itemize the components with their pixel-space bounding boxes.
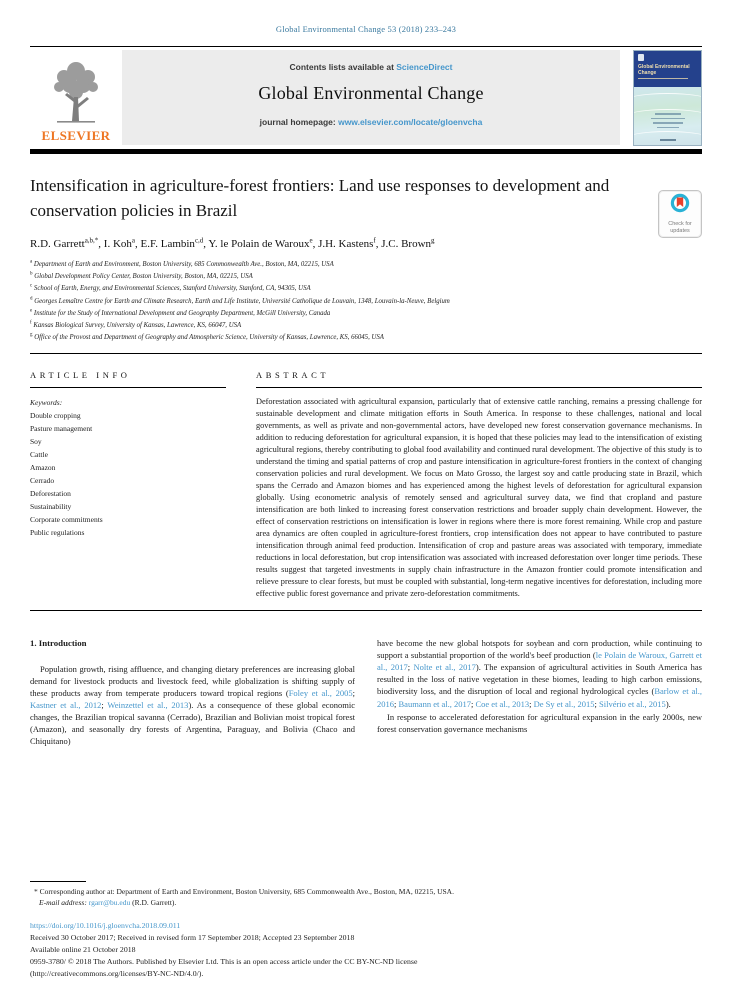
introduction-columns: [30, 637, 702, 747]
thick-divider: [30, 149, 702, 154]
journal-banner: [30, 50, 702, 145]
intro-paragraph-right-1: have become the new global hotspots for soybean and corn production, while continuing to support a substantial proportion of the world's beef production (le Polain de Waroux, Garrett et al., 2017; Nolte et al., 2017). The expansion of agricultural activities in South America has resulted in the loss of native vegetation in these biomes, leading to high carbon emissions, biodiversity loss, and the disruption of local and regional hydrological cycles (Barlow et al., 2016; Baumann et al., 2017; Coe et al., 2013; De Sy et al., 2015; Silvério et al., 2015).: [377, 638, 703, 709]
contents-list-line: Contents lists available at ScienceDirect: [289, 62, 453, 72]
intro-heading: 1. Introduction: [30, 638, 87, 649]
keyword-item: Double cropping: [30, 410, 81, 420]
license-line-1: 0959-3780/ © 2018 The Authors. Published by Elsevier Ltd. This is an open access article under the CC BY-NC-ND license: [30, 956, 418, 966]
journal-citation: Global Environmental Change 53 (2018) 233–243: [275, 24, 457, 34]
check-updates-icon: [670, 193, 690, 219]
keyword-item: Cerrado: [30, 476, 55, 486]
footnote-rule: [30, 881, 86, 882]
intro-paragraph-left: Population growth, rising affluence, and changing dietary preferences are increasing global demand for livestock products and livestock feed, while globalization is shifting supply of these products away from temperate producers toward tropical regions (Foley et al., 2005; Kastner et al., 2012; Weinzettel et al., 2013). As a consequence of these global economic changes, the Brazilian tropical savanna (Cerrado), Brazilian and Bolivian moist tropical forest (Amazon), and seasonally dry forests of Argentina, Paraguay, and Bolivia (Chaco and Chiquitano): [30, 663, 355, 747]
citation-link[interactable]: De Sy et al., 2015: [533, 698, 595, 709]
doi-link[interactable]: https://doi.org/10.1016/j.gloenvcha.2018.09.011: [30, 920, 181, 930]
citation-link[interactable]: Kastner et al., 2012: [30, 699, 102, 710]
keyword-item: Pasture management: [30, 424, 93, 434]
email-line: E-mail address: rgarr@bu.edu (R.D. Garrett).: [39, 898, 177, 908]
citation-link[interactable]: Nolte et al., 2017: [413, 662, 476, 673]
right-column: [377, 637, 702, 747]
corresponding-author-note: * Corresponding author at: Department of Earth and Environment, Boston University, 685 Commonwealth Ave., Boston, MA, 02215, USA.: [34, 887, 454, 897]
citation-link[interactable]: Baumann et al., 2017: [398, 698, 471, 709]
keywords-list: [30, 409, 226, 539]
affiliation-item: $^c$ School of Earth, Energy, and Environmental Sciences, Stanford University, Stanford, CA, 94305, USA: [30, 284, 311, 293]
check-updates-label: Check for updates: [668, 221, 692, 234]
affiliation-item: $^b$ Global Development Policy Center, Boston University, Boston, MA, 02215, USA: [30, 272, 253, 281]
keywords-block: [30, 396, 226, 540]
citation-link[interactable]: le Polain de Waroux, Garrett et al., 2017: [377, 650, 703, 673]
journal-homepage-link[interactable]: www.elsevier.com/locate/gloenvcha: [338, 117, 483, 127]
banner-center: [122, 50, 620, 145]
abstract-bottom-divider: [30, 610, 702, 611]
citation-link[interactable]: Weinzettel et al., 2013: [107, 699, 189, 710]
abstract-heading: ABSTRACT: [256, 370, 702, 388]
keyword-item: Corporate commitments: [30, 515, 103, 525]
authors-line: R.D. Garrett$^{a,b,*}$, I. Koh$^a$, E.F. Lambin$^{c,d}$, Y. le Polain de Waroux$^e$, J.H. Kastens$^f$, J.C. Brown$^g$: [30, 236, 435, 251]
affiliation-item: $^a$ Department of Earth and Environment, Boston University, 685 Commonwealth Ave., Boston, MA, 02215, USA: [30, 260, 334, 269]
cover-text-bar: [651, 118, 685, 120]
received-dates-line: Received 30 October 2017; Received in revised form 17 September 2018; Accepted 23 September 2018: [30, 932, 355, 942]
citation-link[interactable]: Foley et al., 2005: [288, 687, 353, 698]
keyword-item: Public regulations: [30, 528, 85, 538]
check-updates-badge[interactable]: [658, 190, 702, 238]
left-column: [30, 637, 355, 747]
abstract-section: [256, 370, 702, 600]
available-online-line: Available online 21 October 2018: [30, 944, 136, 954]
journal-cover-thumbnail[interactable]: [633, 50, 702, 146]
article-info-heading: ARTICLE INFO: [30, 370, 226, 388]
license-line-2: (http://creativecommons.org/licenses/BY-NC-ND/4.0/).: [30, 968, 204, 978]
article-info-section: [30, 370, 226, 600]
journal-title: Global Environmental Change: [258, 83, 484, 103]
elsevier-logo[interactable]: [30, 50, 122, 145]
cover-publisher-bar: [660, 139, 676, 141]
keyword-item: Soy: [30, 437, 42, 447]
affiliation-item: $^d$ Georges Lemaître Centre for Earth and Climate Research, Earth and Life Institute, Université Catholique de Louvain, 1348, Louvain-la-Neuve, Belgium: [30, 296, 450, 305]
elsevier-tree-icon: [45, 59, 107, 130]
page-footer: [30, 881, 702, 980]
cover-title: Global Environmental Change: [638, 64, 690, 76]
cover-text-bar: [653, 122, 683, 124]
citation-link[interactable]: Silvério et al., 2015: [599, 698, 666, 709]
affiliations-list: [30, 259, 702, 344]
keyword-item: Amazon: [30, 463, 56, 473]
top-rule: [30, 46, 702, 47]
citation-link[interactable]: Coe et al., 2013: [475, 698, 530, 709]
citation-link[interactable]: Barlow et al., 2016: [377, 686, 702, 709]
cover-wave-decoration: [634, 131, 701, 145]
article-title: Intensification in agriculture-forest frontiers: Land use responses to development and conservation policies in Brazil: [30, 176, 610, 220]
cover-header: [634, 51, 701, 87]
cover-text-bar: [655, 113, 681, 115]
keyword-item: Deforestation: [30, 489, 71, 499]
cover-wave-decoration: [634, 93, 701, 108]
email-link[interactable]: rgarr@bu.edu: [88, 898, 131, 908]
cover-subtitle-bar: [638, 78, 688, 79]
keyword-item: Sustainability: [30, 502, 72, 512]
cover-artwork: [634, 87, 701, 145]
sciencedirect-link[interactable]: ScienceDirect: [396, 62, 453, 72]
abstract-text: Deforestation associated with agricultural expansion, particularly that of extensive cattle ranching, remains a pressing challenge for sustainable development and climate mitigation efforts in South America. In response to these challenges, national and local governments, as well as private and non-governmental actors, have developed new forest conservation governance mechanisms. In addition to reducing deforestation for agricultural expansion, it is hoped that these policies may lead to the intensification of existing agricultural regions, thereby contributing to global food availability and continued rural development. The objective of this study is to understand the timing and spatial patterns of crop and pasture intensification in agriculture-forest frontiers in the context of changing conservation policies and rural development. We focus on Mato Grosso, the largest soy and cattle producing state in Brazil, which spans the Cerrado and Amazon biomes and has experienced among the highest levels of deforestation for agricultural expansion globally. Using econometric analysis of remotely sensed and agricultural survey data, we find that cropland and pasture intensification are both linked to increasing forest conservation restrictions and broader supply chain development. However, the effect of conservation restrictions on intensification is lower in regions where there is more forest remaining. While crop and pasture area dynamics are often coupled in agriculture-forest frontiers, crop intensification does not appear to have contributed to pasture intensification through animal feed production. Intensification of crop and pasture areas was associated with temporary, immediate reductions in local deforestation, but crop intensification was associated with increased deforestation over longer time periods. These results suggest that targeted investments in supply chain infrastructure in the Amazon frontier could promote intensification and relieve pressure to clear forests, but must be coupled with substantial, long-term negative incentives for deforestation, including more effective public forest governance and private zero-deforestation commitments.: [256, 396, 702, 599]
affiliation-item: $^e$ Institute for the Study of International Development and Geography Department, McGill University, Canada: [30, 308, 331, 317]
cover-mini-logo-icon: [638, 54, 644, 61]
affiliation-item: $^f$ Kansas Biological Survey, University of Kansas, Lawrence, KS, 66047, USA: [30, 320, 242, 329]
intro-paragraph-right-2: In response to accelerated deforestation for agricultural expansion in the early 2000s, new forest conservation governance mechanisms: [377, 711, 702, 734]
header-divider: [30, 353, 702, 354]
keywords-label: Keywords:: [30, 397, 63, 407]
elsevier-wordmark: ELSEVIER: [41, 128, 111, 143]
keyword-item: Cattle: [30, 450, 48, 460]
journal-homepage-line: journal homepage: www.elsevier.com/locate/gloenvcha: [259, 117, 483, 127]
cover-text-bar: [657, 127, 679, 129]
affiliation-item: $^g$ Office of the Provost and Department of Geography and Atmospheric Science, University of Kansas, Lawrence, KS, 66045, USA: [30, 332, 384, 341]
